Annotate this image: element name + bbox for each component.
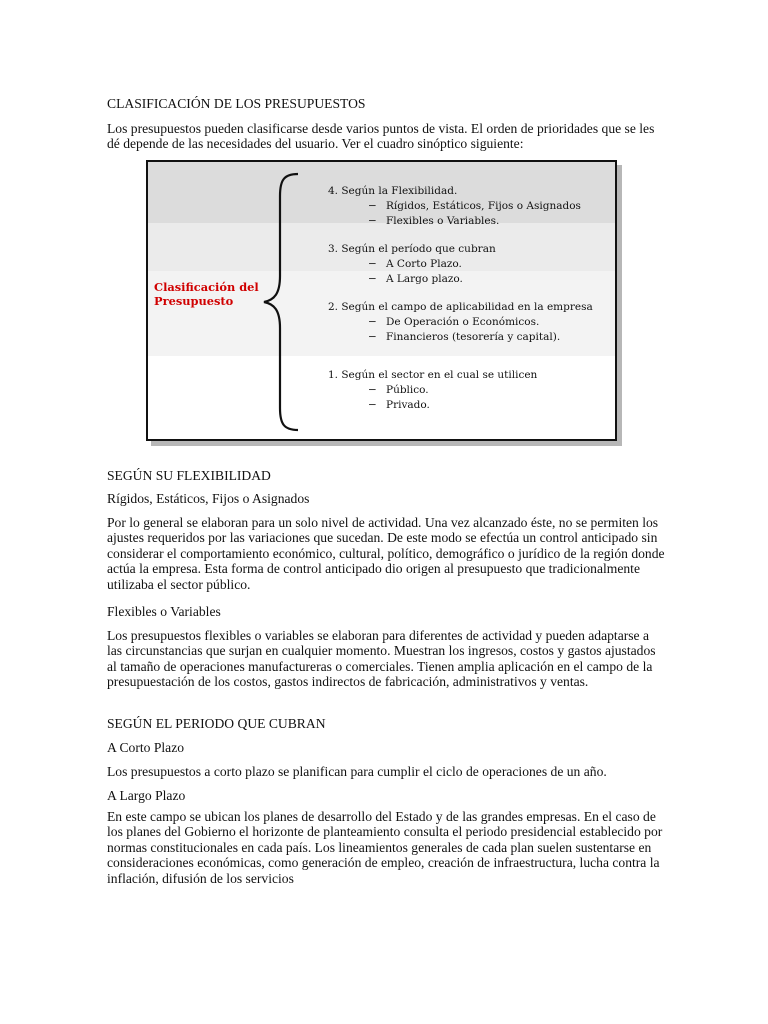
section-heading: SEGÚN EL PERIODO QUE CUBRAN: [107, 716, 326, 731]
body-paragraph: En este campo se ubican los planes de desarrollo del Estado y de las grandes empresas. En el caso de los planes del Gobierno el horizonte de planteamiento consulta el periodo presidencial establecido por normas constitucionales en cada país. Los lineamientos generales de cada plan suelen sustentarse en consideraciones económicas, como generación de empleo, creación de infraestructura, lucha contra la inflación, difusión de los servicios: [107, 809, 663, 886]
subsection-heading: Flexibles o Variables: [107, 604, 221, 619]
group-item: [328, 330, 593, 345]
group-item: [328, 272, 496, 287]
body-paragraph: Los presupuestos flexibles o variables se elaboran para diferentes de actividad y pueden adaptarse a las circunstancias que surjan en cualquier momento. Muestran los ingresos, costos y gastos ajustados al tamaño de operaciones manufactureras o comerciales. Tienen amplia aplicación en el campo de la presupuestación de los costos, gastos indirectos de fabricación, administrativos y ventas.: [107, 628, 656, 690]
classification-label: Clasificación del Presupuesto: [154, 280, 259, 308]
dash-icon: −: [368, 331, 377, 344]
group-heading: 2. Según el campo de aplicabilidad en la empresa: [328, 301, 593, 313]
group-item: [328, 257, 496, 272]
dash-icon: −: [368, 316, 377, 329]
group-item: [328, 199, 581, 214]
dash-icon: −: [368, 215, 377, 228]
group-item-label: Flexibles o Variables.: [386, 215, 500, 228]
group-item-label: A Corto Plazo.: [386, 258, 462, 271]
subsection-heading: A Corto Plazo: [107, 740, 185, 755]
group-item-label: Privado.: [386, 399, 430, 412]
group-item-label: Público.: [386, 384, 429, 397]
dash-icon: −: [368, 384, 377, 397]
group-heading: 1. Según el sector en el cual se utilicen: [328, 369, 538, 381]
dash-icon: −: [368, 200, 377, 213]
group-item: [328, 383, 537, 398]
classification-group: [328, 242, 496, 288]
subsection-heading: A Largo Plazo: [107, 788, 186, 803]
group-heading: 3. Según el período que cubran: [328, 243, 496, 255]
intro-paragraph: Los presupuestos pueden clasificarse desde varios puntos de vista. El orden de prioridades que se les dé depende de las necesidades del usuario. Ver el cuadro sinóptico siguiente:: [107, 121, 655, 152]
document-heading: CLASIFICACIÓN DE LOS PRESUPUESTOS: [107, 96, 366, 111]
body-paragraph: Por lo general se elaboran para un solo nivel de actividad. Una vez alcanzado éste, no se permiten los ajustes requeridos por las variaciones que sucedan. De este modo se efectúa un control anticipado sin considerar el comportamiento económico, cultural, político, demográfico o jurídico de la región donde actúa la empresa. Esta forma de control anticipado dio origen al presupuesto que tradicionalmente utilizaba el sector público.: [107, 515, 665, 592]
curly-brace-icon: [258, 170, 302, 434]
classification-group: [328, 184, 581, 230]
dash-icon: −: [368, 399, 377, 412]
classification-group: [328, 300, 593, 346]
group-heading: 4. Según la Flexibilidad.: [328, 185, 458, 197]
subsection-heading: Rígidos, Estáticos, Fijos o Asignados: [107, 491, 310, 506]
group-item: [328, 214, 581, 229]
body-paragraph: Los presupuestos a corto plazo se planifican para cumplir el ciclo de operaciones de un año.: [107, 764, 607, 779]
dash-icon: −: [368, 258, 377, 271]
dash-icon: −: [368, 273, 377, 286]
group-item-label: De Operación o Económicos.: [386, 316, 540, 329]
section-heading: SEGÚN SU FLEXIBILIDAD: [107, 468, 271, 483]
group-item-label: A Largo plazo.: [386, 273, 463, 286]
group-item-label: Rígidos, Estáticos, Fijos o Asignados: [386, 200, 581, 213]
group-item: [328, 398, 537, 413]
classification-group: [328, 368, 537, 414]
group-item: [328, 315, 593, 330]
synoptic-diagram: [146, 160, 617, 441]
group-item-label: Financieros (tesorería y capital).: [386, 331, 561, 344]
